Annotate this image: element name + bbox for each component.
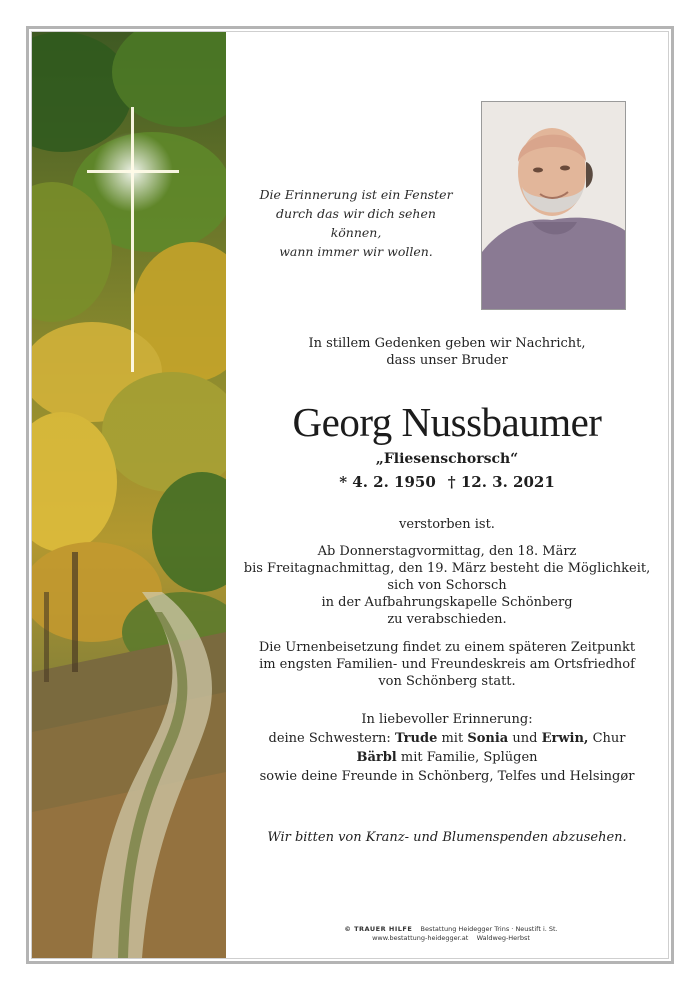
memorial-quote	[256, 185, 456, 261]
urn-paragraph	[226, 639, 668, 690]
verstorben-line: verstorben ist.	[399, 517, 495, 532]
quote-line: Die Erinnerung ist ein Fenster	[259, 187, 453, 202]
intro-text	[226, 335, 668, 369]
farewell-paragraph	[226, 543, 668, 628]
forest-path-image	[32, 32, 226, 958]
farewell-line: sich von Schorsch	[387, 578, 507, 593]
urn-line: im engsten Familien- und Freundeskreis am Ortsfriedhof	[259, 657, 635, 672]
friends-line: sowie deine Freunde in Schönberg, Telfes und Helsingør	[259, 769, 635, 784]
template-name: Waldweg-Herbst	[476, 934, 530, 942]
footer-row	[306, 934, 596, 943]
sisters-prefix: deine Schwestern:	[268, 731, 391, 746]
quote-line: wann immer wir wollen.	[279, 244, 433, 259]
verstorben-text	[226, 516, 668, 533]
farewell-line: Ab Donnerstagvormittag, den 18. März	[317, 544, 577, 559]
company-name: Bestattung Heidegger Trins · Neustift i. St.	[420, 925, 558, 933]
mourners-paragraph	[226, 710, 668, 786]
connector: mit	[441, 731, 464, 746]
birth-date: * 4. 2. 1950	[339, 473, 436, 491]
sisters-line	[226, 729, 668, 748]
intro-line: dass unser Bruder	[386, 353, 508, 368]
portrait-photo	[481, 101, 626, 310]
footer-row	[306, 925, 596, 934]
place-name: Chur	[592, 731, 626, 746]
deceased-nickname: „Fliesenschorsch“	[375, 451, 519, 467]
donation-request: Wir bitten von Kranz- und Blumenspenden abzusehen.	[267, 830, 627, 845]
partner-name: Erwin,	[541, 731, 589, 746]
quote-line: durch das wir dich sehen können,	[276, 206, 436, 240]
farewell-line: zu verabschieden.	[387, 612, 507, 627]
urn-line: von Schönberg statt.	[378, 674, 516, 689]
urn-line: Die Urnenbeisetzung findet zu einem späteren Zeitpunkt	[258, 640, 636, 655]
intro-line: In stillem Gedenken geben wir Nachricht,	[308, 336, 586, 351]
forest-illustration	[32, 32, 226, 958]
life-dates	[226, 472, 668, 492]
farewell-line: bis Freitagnachmittag, den 19. März besteht die Möglichkeit,	[243, 561, 651, 576]
sister-name: Bärbl	[356, 750, 397, 765]
footer-imprint	[306, 925, 596, 943]
website-link[interactable]: www.bestattung-heidegger.at	[372, 934, 469, 942]
brand-logo-text: © TRAUER HILFE	[344, 925, 413, 933]
death-date: † 12. 3. 2021	[447, 473, 555, 491]
partner-name: Sonia	[467, 731, 509, 746]
deceased-name: Georg Nussbaumer	[292, 399, 602, 445]
place-name: mit Familie, Splügen	[400, 750, 538, 765]
mourners-heading: In liebevoller Erinnerung:	[361, 712, 533, 727]
farewell-line: in der Aufbahrungskapelle Schönberg	[321, 595, 573, 610]
sister-name: Trude	[394, 731, 438, 746]
portrait-illustration	[482, 102, 626, 310]
obituary-content	[226, 32, 668, 958]
connector: und	[512, 731, 538, 746]
sister3-line	[226, 748, 668, 767]
